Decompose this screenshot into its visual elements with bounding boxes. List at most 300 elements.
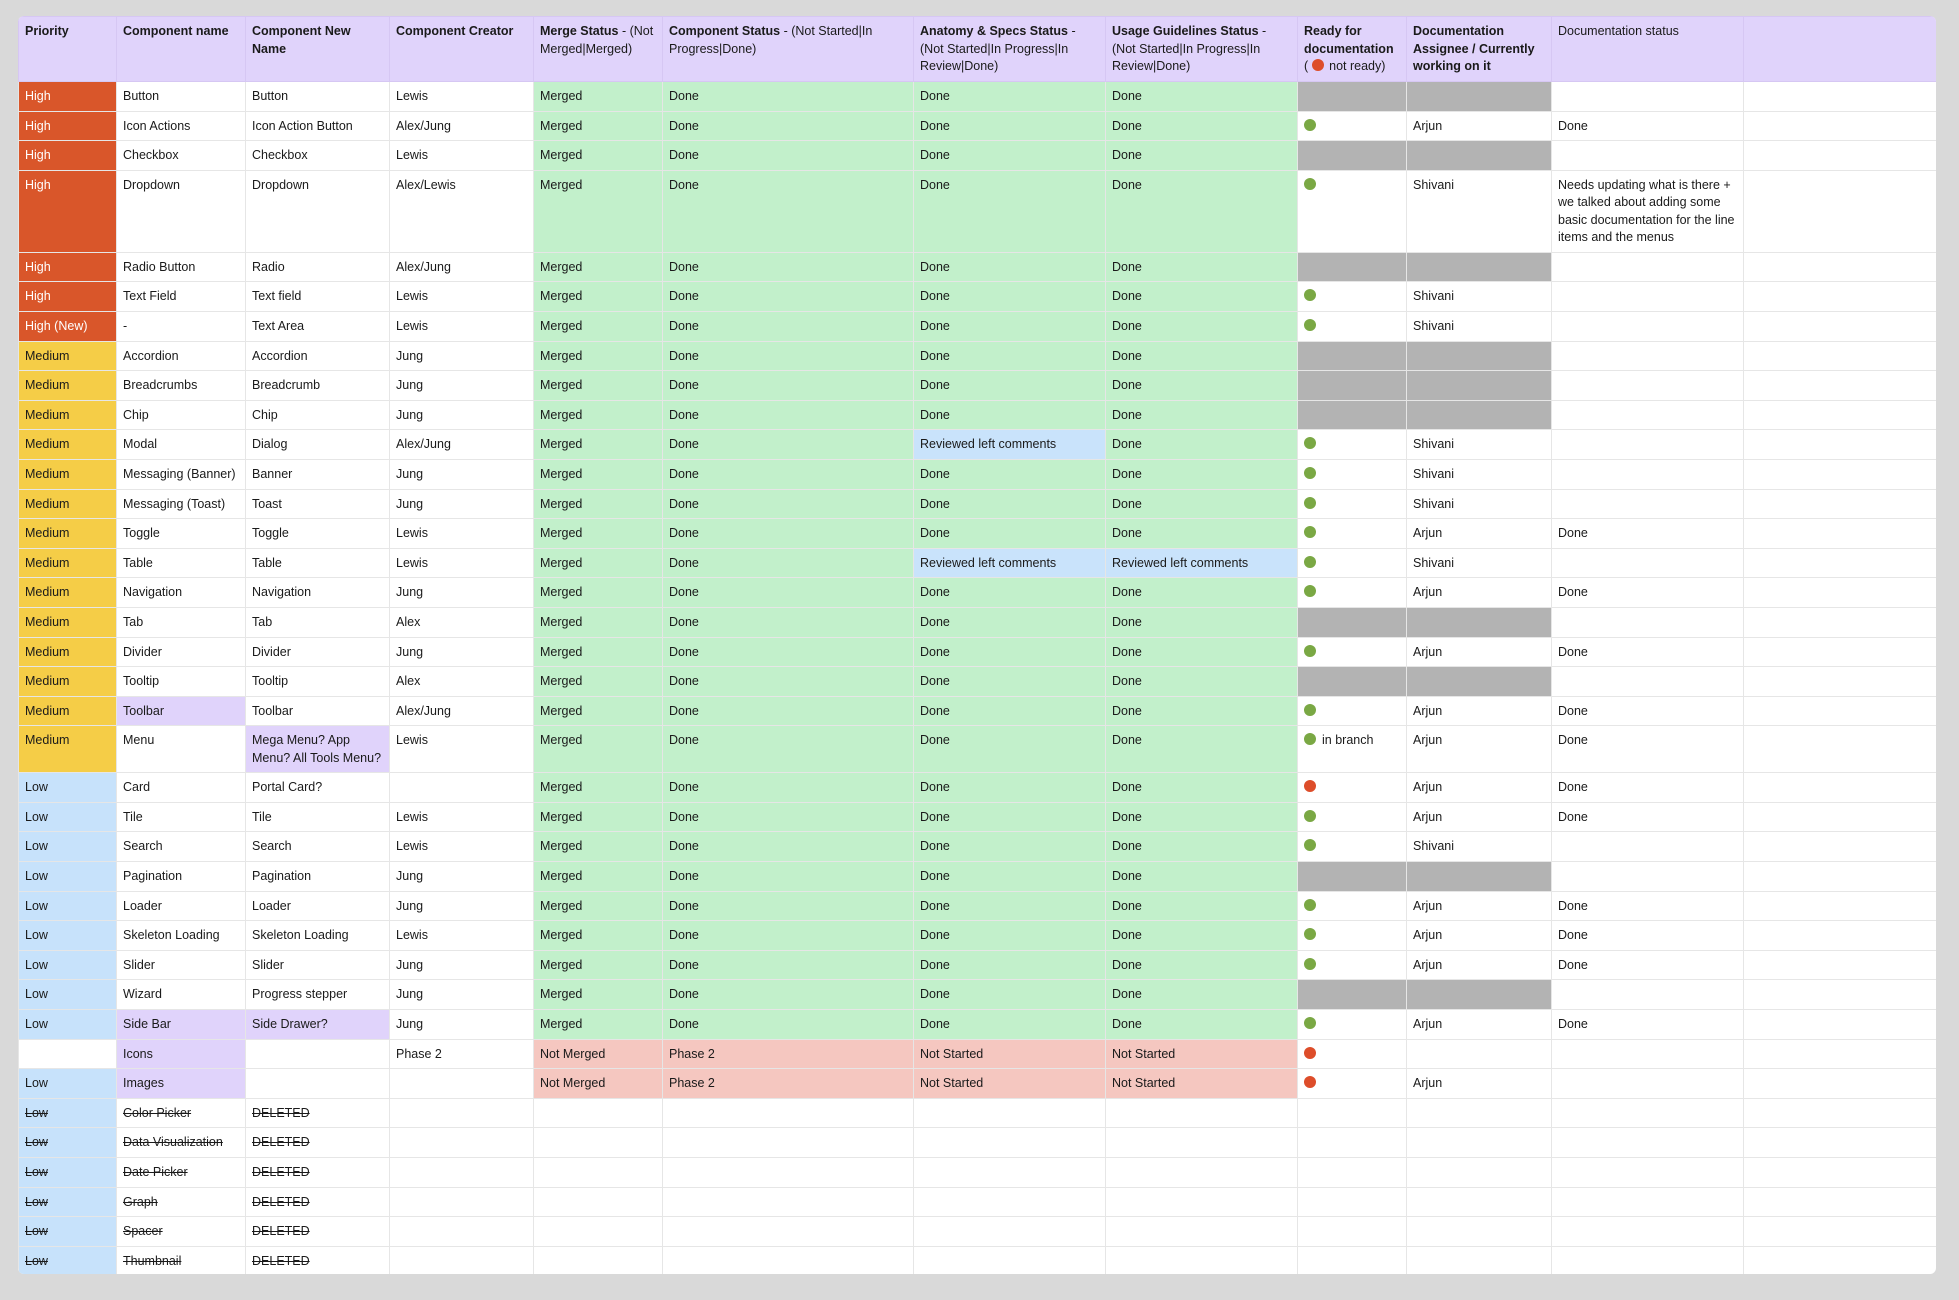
component-creator-cell[interactable] bbox=[390, 1187, 534, 1217]
anatomy-specs-status-cell[interactable]: Done bbox=[914, 891, 1106, 921]
empty-cell[interactable] bbox=[1744, 82, 1937, 112]
component-status-cell[interactable]: Done bbox=[663, 519, 914, 549]
documentation-status-cell[interactable]: Done bbox=[1552, 111, 1744, 141]
component-new-name-cell[interactable]: Chip bbox=[246, 400, 390, 430]
documentation-assignee-cell[interactable]: Shivani bbox=[1407, 170, 1552, 252]
documentation-status-cell[interactable] bbox=[1552, 667, 1744, 697]
documentation-assignee-cell[interactable]: Shivani bbox=[1407, 489, 1552, 519]
component-name-cell[interactable]: Images bbox=[117, 1069, 246, 1099]
merge-status-cell[interactable]: Merged bbox=[534, 921, 663, 951]
component-new-name-cell[interactable]: Divider bbox=[246, 637, 390, 667]
usage-guidelines-status-cell[interactable]: Done bbox=[1106, 111, 1298, 141]
anatomy-specs-status-cell[interactable]: Reviewed left comments bbox=[914, 430, 1106, 460]
component-creator-cell[interactable]: Lewis bbox=[390, 832, 534, 862]
component-status-cell[interactable] bbox=[663, 1098, 914, 1128]
usage-guidelines-status-cell[interactable] bbox=[1106, 1098, 1298, 1128]
component-status-cell[interactable] bbox=[663, 1158, 914, 1188]
component-name-cell[interactable]: Graph bbox=[117, 1187, 246, 1217]
priority-cell[interactable]: Medium bbox=[19, 341, 117, 371]
documentation-assignee-cell[interactable] bbox=[1407, 1217, 1552, 1247]
usage-guidelines-status-cell[interactable]: Done bbox=[1106, 371, 1298, 401]
anatomy-specs-status-cell[interactable]: Done bbox=[914, 82, 1106, 112]
component-status-cell[interactable]: Done bbox=[663, 341, 914, 371]
anatomy-specs-status-cell[interactable]: Done bbox=[914, 311, 1106, 341]
ready-for-documentation-cell[interactable] bbox=[1298, 1069, 1407, 1099]
documentation-assignee-cell[interactable] bbox=[1407, 1098, 1552, 1128]
component-status-cell[interactable]: Done bbox=[663, 82, 914, 112]
priority-cell[interactable]: Medium bbox=[19, 548, 117, 578]
component-status-cell[interactable]: Done bbox=[663, 667, 914, 697]
component-new-name-cell[interactable]: Loader bbox=[246, 891, 390, 921]
anatomy-specs-status-cell[interactable]: Done bbox=[914, 726, 1106, 773]
anatomy-specs-status-cell[interactable]: Done bbox=[914, 519, 1106, 549]
component-status-cell[interactable]: Done bbox=[663, 371, 914, 401]
documentation-status-cell[interactable] bbox=[1552, 489, 1744, 519]
component-new-name-cell[interactable]: Button bbox=[246, 82, 390, 112]
empty-cell[interactable] bbox=[1744, 341, 1937, 371]
component-name-cell[interactable]: Table bbox=[117, 548, 246, 578]
merge-status-cell[interactable] bbox=[534, 1187, 663, 1217]
priority-cell[interactable]: Medium bbox=[19, 667, 117, 697]
priority-cell[interactable]: Medium bbox=[19, 637, 117, 667]
component-creator-cell[interactable] bbox=[390, 1098, 534, 1128]
usage-guidelines-status-cell[interactable] bbox=[1106, 1158, 1298, 1188]
ready-for-documentation-cell[interactable] bbox=[1298, 773, 1407, 803]
documentation-assignee-cell[interactable] bbox=[1407, 1158, 1552, 1188]
documentation-status-cell[interactable] bbox=[1552, 1098, 1744, 1128]
merge-status-cell[interactable] bbox=[534, 1158, 663, 1188]
empty-cell[interactable] bbox=[1744, 371, 1937, 401]
empty-cell[interactable] bbox=[1744, 1158, 1937, 1188]
documentation-status-cell[interactable] bbox=[1552, 1039, 1744, 1069]
component-name-cell[interactable]: Search bbox=[117, 832, 246, 862]
component-name-cell[interactable]: Thumbnail bbox=[117, 1246, 246, 1274]
priority-cell[interactable]: Low bbox=[19, 1187, 117, 1217]
component-creator-cell[interactable]: Alex/Jung bbox=[390, 430, 534, 460]
component-new-name-cell[interactable]: Radio bbox=[246, 252, 390, 282]
documentation-assignee-cell[interactable] bbox=[1407, 607, 1552, 637]
documentation-status-cell[interactable]: Done bbox=[1552, 950, 1744, 980]
empty-cell[interactable] bbox=[1744, 891, 1937, 921]
component-creator-cell[interactable] bbox=[390, 1217, 534, 1247]
empty-cell[interactable] bbox=[1744, 950, 1937, 980]
ready-for-documentation-cell[interactable] bbox=[1298, 400, 1407, 430]
merge-status-cell[interactable]: Merged bbox=[534, 1010, 663, 1040]
anatomy-specs-status-cell[interactable]: Done bbox=[914, 696, 1106, 726]
component-creator-cell[interactable]: Jung bbox=[390, 371, 534, 401]
empty-cell[interactable] bbox=[1744, 311, 1937, 341]
component-status-cell[interactable]: Done bbox=[663, 430, 914, 460]
ready-for-documentation-cell[interactable] bbox=[1298, 578, 1407, 608]
documentation-status-cell[interactable] bbox=[1552, 1069, 1744, 1099]
anatomy-specs-status-cell[interactable] bbox=[914, 1128, 1106, 1158]
component-name-cell[interactable]: Data Visualization bbox=[117, 1128, 246, 1158]
component-creator-cell[interactable]: Jung bbox=[390, 489, 534, 519]
usage-guidelines-status-cell[interactable]: Reviewed left comments bbox=[1106, 548, 1298, 578]
priority-cell[interactable]: Medium bbox=[19, 459, 117, 489]
usage-guidelines-status-cell[interactable] bbox=[1106, 1128, 1298, 1158]
anatomy-specs-status-cell[interactable] bbox=[914, 1098, 1106, 1128]
component-name-cell[interactable]: Tooltip bbox=[117, 667, 246, 697]
anatomy-specs-status-cell[interactable]: Done bbox=[914, 141, 1106, 171]
documentation-assignee-cell[interactable] bbox=[1407, 82, 1552, 112]
anatomy-specs-status-cell[interactable]: Done bbox=[914, 252, 1106, 282]
empty-cell[interactable] bbox=[1744, 1128, 1937, 1158]
documentation-status-cell[interactable] bbox=[1552, 311, 1744, 341]
documentation-status-cell[interactable] bbox=[1552, 1217, 1744, 1247]
usage-guidelines-status-cell[interactable]: Done bbox=[1106, 862, 1298, 892]
merge-status-cell[interactable]: Merged bbox=[534, 400, 663, 430]
usage-guidelines-status-cell[interactable] bbox=[1106, 1187, 1298, 1217]
empty-cell[interactable] bbox=[1744, 1069, 1937, 1099]
documentation-status-cell[interactable] bbox=[1552, 980, 1744, 1010]
header-empty[interactable] bbox=[1744, 17, 1937, 82]
component-new-name-cell[interactable]: Mega Menu? App Menu? All Tools Menu? bbox=[246, 726, 390, 773]
empty-cell[interactable] bbox=[1744, 430, 1937, 460]
documentation-status-cell[interactable]: Done bbox=[1552, 726, 1744, 773]
documentation-assignee-cell[interactable]: Arjun bbox=[1407, 773, 1552, 803]
merge-status-cell[interactable]: Merged bbox=[534, 891, 663, 921]
header-component-new-name[interactable]: Component New Name bbox=[246, 17, 390, 82]
merge-status-cell[interactable]: Merged bbox=[534, 519, 663, 549]
merge-status-cell[interactable]: Merged bbox=[534, 82, 663, 112]
usage-guidelines-status-cell[interactable]: Done bbox=[1106, 170, 1298, 252]
documentation-status-cell[interactable] bbox=[1552, 282, 1744, 312]
documentation-status-cell[interactable]: Done bbox=[1552, 1010, 1744, 1040]
empty-cell[interactable] bbox=[1744, 1010, 1937, 1040]
documentation-assignee-cell[interactable] bbox=[1407, 980, 1552, 1010]
component-creator-cell[interactable]: Lewis bbox=[390, 282, 534, 312]
component-new-name-cell[interactable]: Portal Card? bbox=[246, 773, 390, 803]
usage-guidelines-status-cell[interactable]: Done bbox=[1106, 696, 1298, 726]
component-creator-cell[interactable]: Lewis bbox=[390, 726, 534, 773]
documentation-status-cell[interactable]: Done bbox=[1552, 802, 1744, 832]
documentation-status-cell[interactable]: Done bbox=[1552, 921, 1744, 951]
merge-status-cell[interactable]: Merged bbox=[534, 832, 663, 862]
priority-cell[interactable]: Low bbox=[19, 891, 117, 921]
header-component-name[interactable]: Component name bbox=[117, 17, 246, 82]
documentation-status-cell[interactable] bbox=[1552, 430, 1744, 460]
component-status-cell[interactable]: Done bbox=[663, 607, 914, 637]
header-documentation-status[interactable]: Documentation status bbox=[1552, 17, 1744, 82]
usage-guidelines-status-cell[interactable] bbox=[1106, 1246, 1298, 1274]
usage-guidelines-status-cell[interactable]: Done bbox=[1106, 1010, 1298, 1040]
empty-cell[interactable] bbox=[1744, 282, 1937, 312]
usage-guidelines-status-cell[interactable]: Done bbox=[1106, 726, 1298, 773]
empty-cell[interactable] bbox=[1744, 170, 1937, 252]
component-creator-cell[interactable] bbox=[390, 1128, 534, 1158]
documentation-status-cell[interactable] bbox=[1552, 252, 1744, 282]
priority-cell[interactable] bbox=[19, 1039, 117, 1069]
component-status-cell[interactable]: Done bbox=[663, 141, 914, 171]
priority-cell[interactable]: Medium bbox=[19, 607, 117, 637]
component-new-name-cell[interactable]: Toolbar bbox=[246, 696, 390, 726]
component-status-cell[interactable] bbox=[663, 1217, 914, 1247]
documentation-status-cell[interactable]: Done bbox=[1552, 891, 1744, 921]
ready-for-documentation-cell[interactable] bbox=[1298, 1246, 1407, 1274]
merge-status-cell[interactable]: Merged bbox=[534, 696, 663, 726]
merge-status-cell[interactable]: Merged bbox=[534, 980, 663, 1010]
component-status-cell[interactable]: Done bbox=[663, 773, 914, 803]
ready-for-documentation-cell[interactable] bbox=[1298, 950, 1407, 980]
ready-for-documentation-cell[interactable] bbox=[1298, 282, 1407, 312]
empty-cell[interactable] bbox=[1744, 726, 1937, 773]
component-creator-cell[interactable]: Jung bbox=[390, 459, 534, 489]
component-creator-cell[interactable]: Jung bbox=[390, 578, 534, 608]
anatomy-specs-status-cell[interactable]: Not Started bbox=[914, 1069, 1106, 1099]
anatomy-specs-status-cell[interactable]: Done bbox=[914, 773, 1106, 803]
component-creator-cell[interactable]: Alex bbox=[390, 607, 534, 637]
component-name-cell[interactable]: Breadcrumbs bbox=[117, 371, 246, 401]
priority-cell[interactable]: Medium bbox=[19, 519, 117, 549]
component-status-cell[interactable]: Done bbox=[663, 489, 914, 519]
component-status-cell[interactable]: Done bbox=[663, 862, 914, 892]
merge-status-cell[interactable]: Merged bbox=[534, 489, 663, 519]
ready-for-documentation-cell[interactable] bbox=[1298, 1187, 1407, 1217]
priority-cell[interactable]: High bbox=[19, 141, 117, 171]
component-creator-cell[interactable]: Phase 2 bbox=[390, 1039, 534, 1069]
merge-status-cell[interactable]: Merged bbox=[534, 141, 663, 171]
priority-cell[interactable]: Low bbox=[19, 950, 117, 980]
usage-guidelines-status-cell[interactable]: Done bbox=[1106, 607, 1298, 637]
empty-cell[interactable] bbox=[1744, 1187, 1937, 1217]
component-new-name-cell[interactable]: Checkbox bbox=[246, 141, 390, 171]
usage-guidelines-status-cell[interactable]: Done bbox=[1106, 578, 1298, 608]
component-creator-cell[interactable]: Lewis bbox=[390, 921, 534, 951]
documentation-assignee-cell[interactable]: Arjun bbox=[1407, 891, 1552, 921]
anatomy-specs-status-cell[interactable]: Done bbox=[914, 371, 1106, 401]
component-creator-cell[interactable]: Jung bbox=[390, 341, 534, 371]
usage-guidelines-status-cell[interactable]: Done bbox=[1106, 773, 1298, 803]
empty-cell[interactable] bbox=[1744, 489, 1937, 519]
usage-guidelines-status-cell[interactable]: Done bbox=[1106, 637, 1298, 667]
usage-guidelines-status-cell[interactable]: Done bbox=[1106, 430, 1298, 460]
documentation-assignee-cell[interactable] bbox=[1407, 667, 1552, 697]
ready-for-documentation-cell[interactable] bbox=[1298, 170, 1407, 252]
merge-status-cell[interactable]: Merged bbox=[534, 430, 663, 460]
component-status-cell[interactable]: Done bbox=[663, 1010, 914, 1040]
usage-guidelines-status-cell[interactable]: Done bbox=[1106, 921, 1298, 951]
component-status-cell[interactable]: Done bbox=[663, 282, 914, 312]
documentation-assignee-cell[interactable]: Arjun bbox=[1407, 1069, 1552, 1099]
component-name-cell[interactable]: Text Field bbox=[117, 282, 246, 312]
merge-status-cell[interactable] bbox=[534, 1098, 663, 1128]
merge-status-cell[interactable]: Merged bbox=[534, 311, 663, 341]
merge-status-cell[interactable]: Merged bbox=[534, 667, 663, 697]
component-creator-cell[interactable]: Alex/Jung bbox=[390, 252, 534, 282]
component-name-cell[interactable]: Slider bbox=[117, 950, 246, 980]
empty-cell[interactable] bbox=[1744, 832, 1937, 862]
component-name-cell[interactable]: Spacer bbox=[117, 1217, 246, 1247]
component-new-name-cell[interactable]: Table bbox=[246, 548, 390, 578]
component-new-name-cell[interactable]: Navigation bbox=[246, 578, 390, 608]
ready-for-documentation-cell[interactable] bbox=[1298, 696, 1407, 726]
header-merge-status[interactable]: Merge Status - (Not Merged|Merged) bbox=[534, 17, 663, 82]
component-new-name-cell[interactable]: Skeleton Loading bbox=[246, 921, 390, 951]
documentation-status-cell[interactable] bbox=[1552, 548, 1744, 578]
component-new-name-cell[interactable]: DELETED bbox=[246, 1098, 390, 1128]
documentation-status-cell[interactable] bbox=[1552, 1246, 1744, 1274]
component-name-cell[interactable]: Chip bbox=[117, 400, 246, 430]
component-creator-cell[interactable]: Jung bbox=[390, 400, 534, 430]
component-name-cell[interactable]: Navigation bbox=[117, 578, 246, 608]
component-status-cell[interactable]: Phase 2 bbox=[663, 1069, 914, 1099]
component-new-name-cell[interactable]: Text Area bbox=[246, 311, 390, 341]
documentation-assignee-cell[interactable]: Arjun bbox=[1407, 519, 1552, 549]
anatomy-specs-status-cell[interactable]: Not Started bbox=[914, 1039, 1106, 1069]
component-name-cell[interactable]: Tab bbox=[117, 607, 246, 637]
component-creator-cell[interactable]: Lewis bbox=[390, 141, 534, 171]
documentation-assignee-cell[interactable]: Shivani bbox=[1407, 430, 1552, 460]
component-new-name-cell[interactable]: DELETED bbox=[246, 1217, 390, 1247]
documentation-status-cell[interactable]: Needs updating what is there + we talked about adding some basic documentation for the line items and the menus bbox=[1552, 170, 1744, 252]
documentation-assignee-cell[interactable] bbox=[1407, 1187, 1552, 1217]
component-new-name-cell[interactable]: Breadcrumb bbox=[246, 371, 390, 401]
anatomy-specs-status-cell[interactable]: Done bbox=[914, 400, 1106, 430]
priority-cell[interactable]: Low bbox=[19, 1128, 117, 1158]
component-new-name-cell[interactable] bbox=[246, 1039, 390, 1069]
documentation-assignee-cell[interactable]: Arjun bbox=[1407, 578, 1552, 608]
documentation-assignee-cell[interactable]: Arjun bbox=[1407, 1010, 1552, 1040]
component-creator-cell[interactable]: Alex/Lewis bbox=[390, 170, 534, 252]
empty-cell[interactable] bbox=[1744, 1217, 1937, 1247]
component-new-name-cell[interactable]: DELETED bbox=[246, 1187, 390, 1217]
empty-cell[interactable] bbox=[1744, 980, 1937, 1010]
merge-status-cell[interactable]: Merged bbox=[534, 578, 663, 608]
component-name-cell[interactable]: Pagination bbox=[117, 862, 246, 892]
component-name-cell[interactable]: Loader bbox=[117, 891, 246, 921]
component-new-name-cell[interactable]: Progress stepper bbox=[246, 980, 390, 1010]
usage-guidelines-status-cell[interactable]: Not Started bbox=[1106, 1039, 1298, 1069]
usage-guidelines-status-cell[interactable]: Done bbox=[1106, 252, 1298, 282]
empty-cell[interactable] bbox=[1744, 696, 1937, 726]
component-name-cell[interactable]: Wizard bbox=[117, 980, 246, 1010]
component-creator-cell[interactable]: Jung bbox=[390, 950, 534, 980]
component-creator-cell[interactable]: Lewis bbox=[390, 82, 534, 112]
merge-status-cell[interactable] bbox=[534, 1246, 663, 1274]
priority-cell[interactable]: High bbox=[19, 82, 117, 112]
priority-cell[interactable]: Low bbox=[19, 773, 117, 803]
documentation-status-cell[interactable]: Done bbox=[1552, 773, 1744, 803]
documentation-assignee-cell[interactable]: Shivani bbox=[1407, 548, 1552, 578]
anatomy-specs-status-cell[interactable] bbox=[914, 1217, 1106, 1247]
empty-cell[interactable] bbox=[1744, 252, 1937, 282]
anatomy-specs-status-cell[interactable]: Done bbox=[914, 667, 1106, 697]
component-name-cell[interactable]: Button bbox=[117, 82, 246, 112]
priority-cell[interactable]: Low bbox=[19, 921, 117, 951]
documentation-assignee-cell[interactable] bbox=[1407, 1128, 1552, 1158]
anatomy-specs-status-cell[interactable]: Done bbox=[914, 282, 1106, 312]
component-creator-cell[interactable]: Jung bbox=[390, 637, 534, 667]
merge-status-cell[interactable]: Merged bbox=[534, 170, 663, 252]
ready-for-documentation-cell[interactable] bbox=[1298, 459, 1407, 489]
anatomy-specs-status-cell[interactable] bbox=[914, 1158, 1106, 1188]
anatomy-specs-status-cell[interactable]: Reviewed left comments bbox=[914, 548, 1106, 578]
empty-cell[interactable] bbox=[1744, 773, 1937, 803]
component-status-cell[interactable] bbox=[663, 1187, 914, 1217]
priority-cell[interactable]: Low bbox=[19, 802, 117, 832]
anatomy-specs-status-cell[interactable]: Done bbox=[914, 921, 1106, 951]
documentation-assignee-cell[interactable] bbox=[1407, 371, 1552, 401]
component-status-cell[interactable]: Done bbox=[663, 111, 914, 141]
empty-cell[interactable] bbox=[1744, 1039, 1937, 1069]
documentation-assignee-cell[interactable] bbox=[1407, 141, 1552, 171]
documentation-assignee-cell[interactable]: Shivani bbox=[1407, 311, 1552, 341]
usage-guidelines-status-cell[interactable]: Done bbox=[1106, 802, 1298, 832]
empty-cell[interactable] bbox=[1744, 921, 1937, 951]
ready-for-documentation-cell[interactable] bbox=[1298, 1098, 1407, 1128]
component-name-cell[interactable]: Radio Button bbox=[117, 252, 246, 282]
priority-cell[interactable]: Low bbox=[19, 1217, 117, 1247]
ready-for-documentation-cell[interactable] bbox=[1298, 341, 1407, 371]
documentation-status-cell[interactable] bbox=[1552, 1187, 1744, 1217]
component-status-cell[interactable]: Done bbox=[663, 548, 914, 578]
empty-cell[interactable] bbox=[1744, 1246, 1937, 1274]
documentation-assignee-cell[interactable]: Shivani bbox=[1407, 282, 1552, 312]
documentation-status-cell[interactable] bbox=[1552, 141, 1744, 171]
merge-status-cell[interactable] bbox=[534, 1128, 663, 1158]
component-creator-cell[interactable] bbox=[390, 1069, 534, 1099]
empty-cell[interactable] bbox=[1744, 459, 1937, 489]
merge-status-cell[interactable]: Merged bbox=[534, 862, 663, 892]
component-new-name-cell[interactable]: Tile bbox=[246, 802, 390, 832]
ready-for-documentation-cell[interactable] bbox=[1298, 637, 1407, 667]
priority-cell[interactable]: Medium bbox=[19, 578, 117, 608]
component-name-cell[interactable]: Side Bar bbox=[117, 1010, 246, 1040]
component-status-cell[interactable] bbox=[663, 1128, 914, 1158]
component-new-name-cell[interactable]: Toggle bbox=[246, 519, 390, 549]
component-status-cell[interactable]: Done bbox=[663, 802, 914, 832]
ready-for-documentation-cell[interactable] bbox=[1298, 1158, 1407, 1188]
component-creator-cell[interactable]: Jung bbox=[390, 862, 534, 892]
empty-cell[interactable] bbox=[1744, 607, 1937, 637]
documentation-assignee-cell[interactable]: Shivani bbox=[1407, 832, 1552, 862]
component-name-cell[interactable]: Modal bbox=[117, 430, 246, 460]
component-status-cell[interactable]: Done bbox=[663, 950, 914, 980]
documentation-status-cell[interactable] bbox=[1552, 1158, 1744, 1188]
documentation-status-cell[interactable]: Done bbox=[1552, 696, 1744, 726]
empty-cell[interactable] bbox=[1744, 141, 1937, 171]
usage-guidelines-status-cell[interactable]: Done bbox=[1106, 311, 1298, 341]
anatomy-specs-status-cell[interactable]: Done bbox=[914, 341, 1106, 371]
anatomy-specs-status-cell[interactable]: Done bbox=[914, 170, 1106, 252]
documentation-assignee-cell[interactable]: Arjun bbox=[1407, 637, 1552, 667]
ready-for-documentation-cell[interactable] bbox=[1298, 921, 1407, 951]
ready-for-documentation-cell[interactable] bbox=[1298, 891, 1407, 921]
documentation-assignee-cell[interactable]: Arjun bbox=[1407, 921, 1552, 951]
component-new-name-cell[interactable]: Dialog bbox=[246, 430, 390, 460]
header-documentation-assignee[interactable]: Documentation Assignee / Currently working on it bbox=[1407, 17, 1552, 82]
priority-cell[interactable]: Medium bbox=[19, 400, 117, 430]
documentation-status-cell[interactable]: Done bbox=[1552, 519, 1744, 549]
component-name-cell[interactable]: - bbox=[117, 311, 246, 341]
priority-cell[interactable]: Low bbox=[19, 832, 117, 862]
priority-cell[interactable]: Medium bbox=[19, 696, 117, 726]
usage-guidelines-status-cell[interactable]: Done bbox=[1106, 667, 1298, 697]
component-status-cell[interactable]: Done bbox=[663, 921, 914, 951]
component-status-cell[interactable]: Done bbox=[663, 832, 914, 862]
anatomy-specs-status-cell[interactable]: Done bbox=[914, 111, 1106, 141]
ready-for-documentation-cell[interactable] bbox=[1298, 607, 1407, 637]
component-new-name-cell[interactable]: Dropdown bbox=[246, 170, 390, 252]
header-component-status[interactable]: Component Status - (Not Started|In Progress|Done) bbox=[663, 17, 914, 82]
merge-status-cell[interactable]: Merged bbox=[534, 548, 663, 578]
merge-status-cell[interactable]: Merged bbox=[534, 282, 663, 312]
anatomy-specs-status-cell[interactable]: Done bbox=[914, 637, 1106, 667]
component-name-cell[interactable]: Menu bbox=[117, 726, 246, 773]
component-creator-cell[interactable] bbox=[390, 1246, 534, 1274]
merge-status-cell[interactable]: Merged bbox=[534, 950, 663, 980]
